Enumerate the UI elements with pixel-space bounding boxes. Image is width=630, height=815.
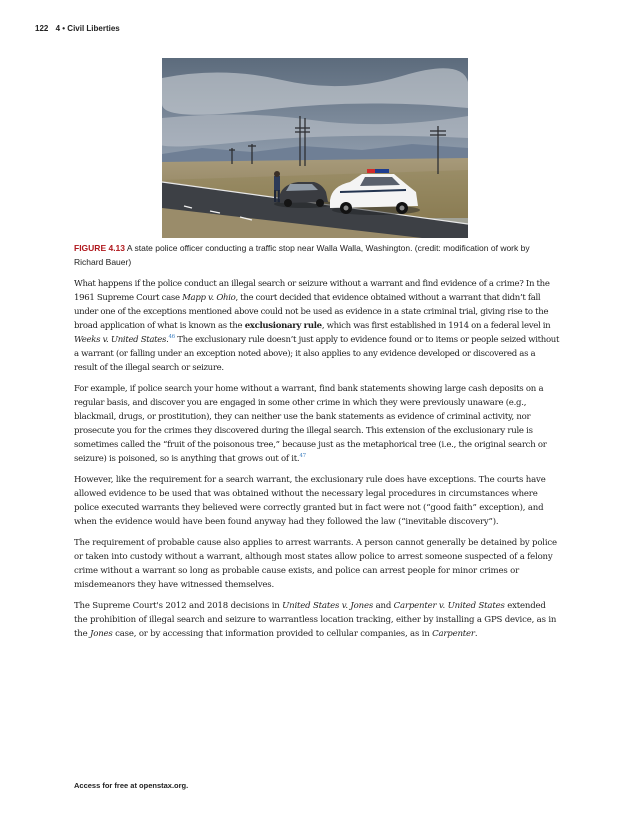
text-run: . <box>474 629 478 639</box>
page-footer: Access for free at openstax.org. <box>74 781 189 790</box>
case-name: United States v. Jones <box>282 601 374 611</box>
traffic-stop-photo <box>162 58 468 238</box>
text-run: extended the prohibition of illegal search and seizure to warrantless location tracking, either by installing a GPS device, as in the <box>74 601 557 639</box>
case-name: Mapp v. Ohio <box>182 293 236 303</box>
figure-caption-text: A state police officer conducting a traffic stop near Walla Walla, Washington. (credit: modification of work by Richard Bauer) <box>74 243 530 267</box>
text-run: For example, if police search your home without a warrant, find bank statements showing large cash deposits on a regular basis, and discover you are engaged in some other crime in which they were previously unaware (e.g., blackmail, drugs, or prostitution), they can neither use the bank statements as evidence of criminal activity, nor prosecute you for the crimes they discovered during the illegal search. This extension of the exclusionary rule is sometimes called the “fruit of the poisonous tree,” because just as the metaphorical tree (i.e., the original search or seizure) is poisoned, so is anything that grows out of it. <box>74 384 547 464</box>
footnote-link[interactable]: 46 <box>168 334 175 341</box>
running-header <box>35 24 120 33</box>
figure-label: FIGURE 4.13 <box>74 243 126 253</box>
paragraph <box>74 599 560 641</box>
text-run: and <box>373 601 394 611</box>
text-run: What happens if the police conduct an illegal search or seizure without a warrant and find evidence of a crime? In the 1961 Supreme Court case <box>74 279 550 303</box>
text-run: The exclusionary rule doesn’t just apply to evidence found or to items or people seized without a warrant (or falling under an exception noted above); it also applies to any evidence developed or discovered as a result of the illegal search or seizure. <box>74 335 560 373</box>
paragraph: The requirement of probable cause also applies to arrest warrants. A person cannot generally be detained by police or taken into custody without a warrant, although most states allow police to arrest someone suspected of a felony crime without a warrant so long as probable cause exists, and police can arrest people for minor crimes or misdemeanors they have witnessed themselves. <box>74 538 557 590</box>
page-number: 122 <box>35 24 49 33</box>
text-run: case, or by accessing that information provided to cellular companies, as in <box>112 629 433 639</box>
case-name: Jones <box>90 629 113 639</box>
figure-caption <box>74 242 554 269</box>
paragraph <box>74 382 560 466</box>
case-name: Carpenter v. United States <box>393 601 505 611</box>
case-name: Carpenter <box>432 629 475 639</box>
text-run: The Supreme Court's 2012 and 2018 decisions in <box>74 601 283 611</box>
key-term: exclusionary rule <box>244 321 322 331</box>
text-run: , which was first established in 1914 on a federal level in <box>321 321 551 331</box>
text-run: , the court decided that evidence obtained without a warrant that didn’t fall under one of the exceptions mentioned above could not be used as evidence in a state criminal trial, giving rise to the broad application of what is known as the <box>74 293 549 331</box>
paragraph <box>74 277 560 375</box>
text-run: . <box>166 335 169 345</box>
footnote-link[interactable]: 47 <box>299 453 306 460</box>
paragraph: However, like the requirement for a search warrant, the exclusionary rule does have exceptions. The courts have allowed evidence to be used that was obtained without the necessary legal procedures in circumstances where police executed warrants they believed were correctly granted but in fact were not (“good faith” exception), and when the evidence would have been found anyway had they followed the law (“inevitable discovery”). <box>74 475 546 527</box>
chapter-title: 4 • Civil Liberties <box>55 24 120 33</box>
body-text <box>74 277 560 648</box>
case-name: Weeks v. United States <box>74 335 167 345</box>
